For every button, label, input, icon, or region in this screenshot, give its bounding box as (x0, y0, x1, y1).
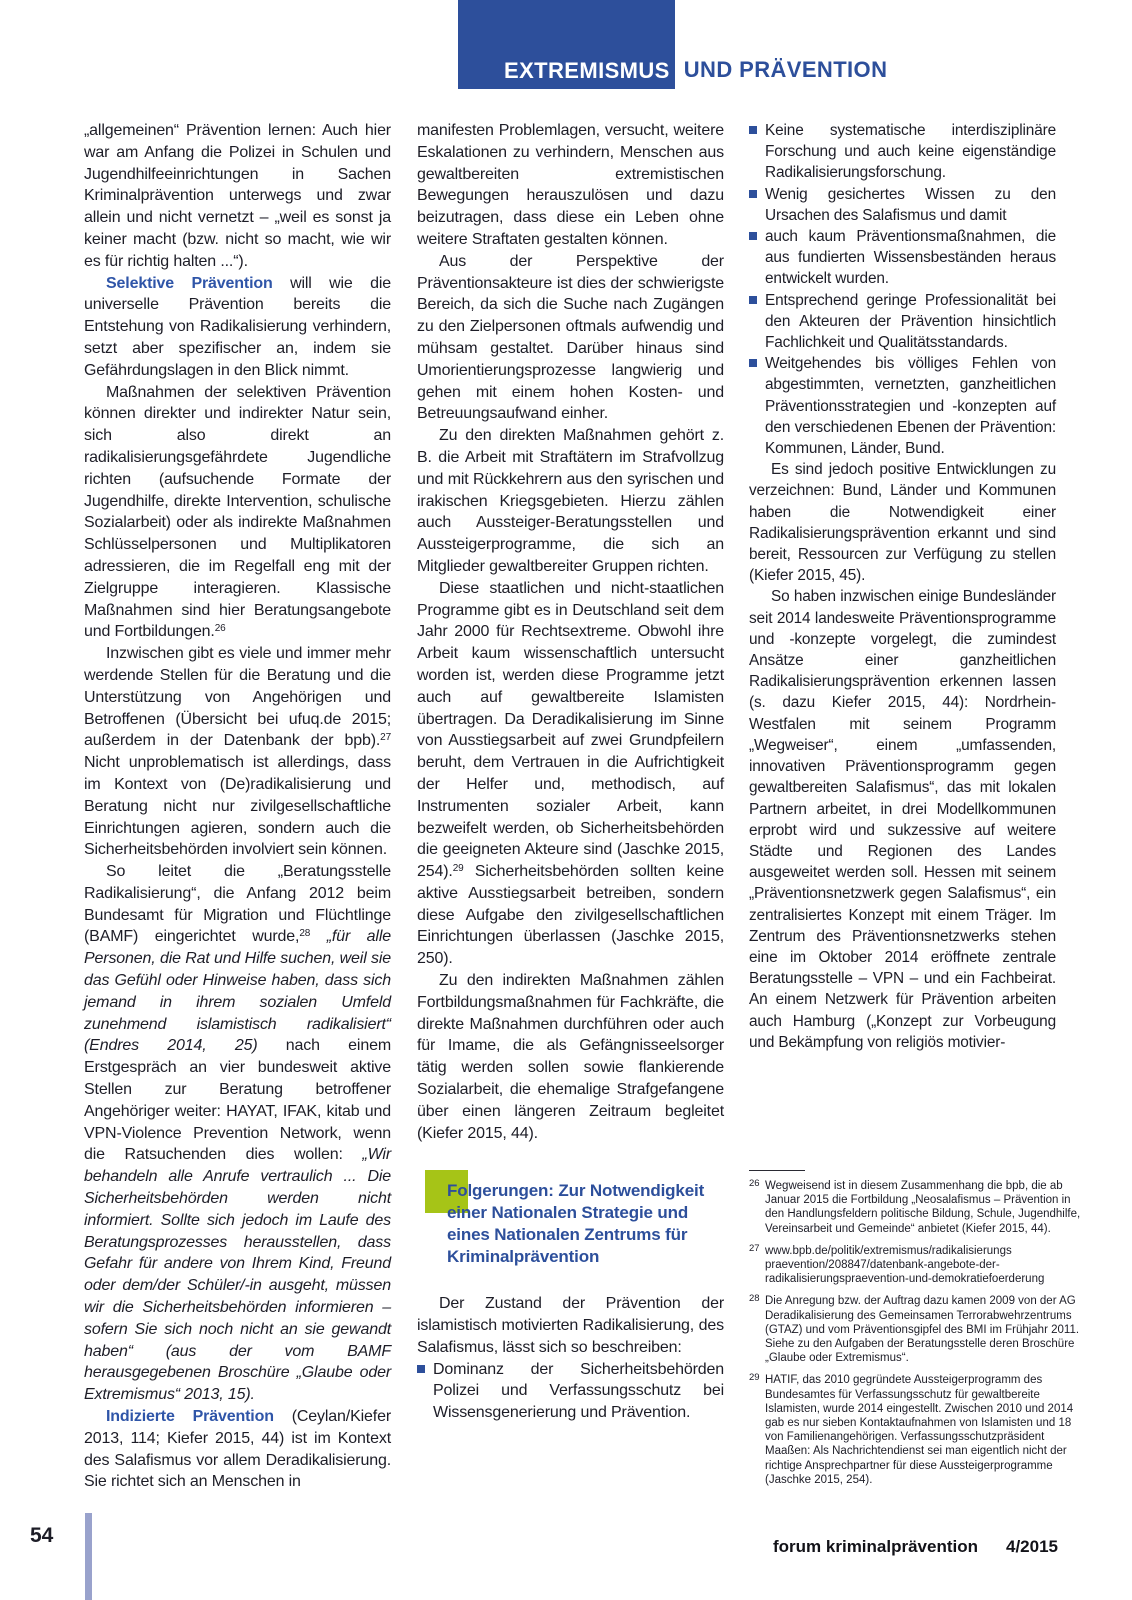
column-2 (417, 120, 724, 1424)
body-text: manifesten Problemlagen, versucht, weitere Eskalationen zu verhindern, Menschen aus gewaltbereiten extremistischen Bewegungen herauszulösen und dazu beizutragen, dass diese ein Leben ohne weitere Straftaten gestalten können. (417, 122, 724, 248)
bullet-square-icon (749, 232, 757, 240)
body-text: Nicht unproblematisch ist allerdings, dass im Kontext von (De)radikalisierung und Beratung nicht nur zivilgesellschaftliche Einrichtungen agieren, sondern auch die Sicherheitsbehörden involviert sein können. (84, 754, 391, 859)
column-3 (749, 120, 1056, 1053)
body-text: nach einem Erstgespräch an vier bundesweit aktive Stellen zur Beratung betroffener Angehöriger weiter: HAYAT, IFAK, kitab und VPN-Violence Prevention Network, wenn die Ratsuchenden dies wollen: (84, 1037, 392, 1164)
paragraph (417, 970, 724, 1144)
footnote-26 (749, 1179, 1087, 1236)
body-text: Maßnahmen der selektiven Prävention können direkter und indirekter Natur sein, sich also direkt an radikalisierungsgefährdete Jugendliche richten (aufsuchende Formate der Jugendhilfe, direkte Intervention, schulische Sozialarbeit) oder als indirekte Maßnahmen Schlüsselpersonen und Multiplikatoren adressieren, die im Regelfall eng mit der Zielgruppe interagieren. Klassische Maßnahmen sind hier Beratungsangebote und Fortbildungen. (84, 383, 391, 641)
bullet-item (417, 1359, 724, 1424)
body-text: Sicherheitsbehörden sollten keine aktive Ausstiegsarbeit betreiben, sondern diese Aufgabe den zivilgesellschaftlichen Einrichtungen überlassen (Jaschke 2015, 250). (417, 863, 724, 968)
footnote-ref-29: 29 (452, 863, 464, 875)
header-title-rest-wrap (675, 59, 888, 89)
footnote-number: 28 (749, 1293, 760, 1305)
bullet-text: Keine systematische interdisziplinäre Forschung und auch keine eigenständige Radikalisierungsforschung. (765, 122, 1056, 182)
body-text: Zu den direkten Maßnahmen gehört z. B. die Arbeit mit Straftätern im Strafvollzug und mit Rückkehrern aus den syrischen und irakischen Kriegsgebieten. Hierzu zählen auch Aussteiger-Beratungsstellen und Aussteigerprogramme, die sich an Mitglieder gewaltbereiter Gruppen richten. (417, 427, 724, 575)
footnote-29 (749, 1373, 1087, 1487)
paragraph-continuation (417, 120, 724, 251)
bullet-text: Weitgehendes bis völliges Fehlen von abgestimmten, vernetzten, ganzheitlichen Präventionsstrategien und -konzepten auf den verschiedenen Ebenen der Prävention: Kommunen, Länder, Bund. (765, 355, 1056, 458)
paragraph (417, 578, 724, 970)
paragraph (84, 273, 391, 382)
quote-italic: „für alle Personen, die Rat und Hilfe suchen, weil sie das Gefühl oder Hinweise haben, dass sich jemand in ihrem sozialen Umfeld zunehmend islamistisch radikalisiert“ (Endres 2014, 25) (84, 928, 391, 1055)
body-text: (Ceylan/Kiefer 2013, 114; Kiefer 2015, 44) ist im Kontext des Salafismus vor allem Deradikalisierung. Sie richtet sich an Menschen in (84, 1408, 392, 1491)
paragraph (84, 382, 391, 644)
bullet-item (749, 353, 1056, 459)
footnote-28 (749, 1294, 1087, 1365)
footer-accent-bar (85, 1513, 92, 1600)
paragraph (84, 1406, 391, 1493)
body-text: Zu den indirekten Maßnahmen zählen Fortbildungsmaßnahmen für Fachkräfte, die direkte Maßnahmen durchführen oder auch für Imame, die als Gefängnisseelsorger tätig werden sollen sowie flankierende Sozialarbeit, die ehemalige Strafgefangene über einen längeren Zeitraum begleitet (Kiefer 2015, 44). (417, 972, 724, 1142)
body-text: So haben inzwischen einige Bundesländer seit 2014 landesweite Präventionsprogramme und -konzepte vorgelegt, die zumindest Ansätze einer ganzheitlichen Radikalisierungsprävention erkennen lassen (s. dazu Kiefer 2015, 44): Nordrhein-Westfalen mit seinem Programm „Wegweiser“, einem „umfassenden, innovativen Präventionsprogramm gegen gewaltbereiten Salafismus“, das mit lokalen Partnern arbeitet, in drei Modellkommunen erprobt wird und sukzessive auf weitere Städte und Regionen des Landes ausgeweitet werden soll. Hessen mit seinem „Präventionsnetzwerk gegen Salafismus“, ein zentralisiertes Konzept mit einem Träger. Im Zentrum des Präventionsnetzwerks stehen eine im Oktober 2014 eröffnete zentrale Beratungsstelle – VPN – und ein Fachbeirat. An einem Netzwerk für Prävention arbeiten auch Hamburg („Konzept zur Vorbeugung und Bekämpfung von religiös motivier- (749, 588, 1056, 1051)
header-title-highlight: EXTREMISMUS (504, 58, 670, 83)
footnotes (749, 1170, 1087, 1495)
header-highlight-box (458, 0, 675, 89)
bullet-square-icon (749, 126, 757, 134)
paragraph (84, 861, 391, 1406)
bullet-square-icon (749, 359, 757, 367)
bullet-text: auch kaum Präventionsmaßnahmen, die aus fundierten Wissensbeständen heraus entwickelt wurden. (765, 228, 1056, 288)
bullet-item (749, 184, 1056, 226)
body-text: Aus der Perspektive der Präventionsakteure ist dies der schwierigste Bereich, da sich die Suche nach Zugängen zu den Zielpersonen oftmals aufwendig und mühsam gestaltet. Darüber hinaus sind Umorientierungsprozesse langwierig und gehen mit einem hohen Kosten- und Betreuungsaufwand einher. (417, 252, 724, 423)
footnote-divider (749, 1170, 805, 1171)
header-title-rest: UND PRÄVENTION (683, 57, 888, 82)
issue-number: 4/2015 (1006, 1537, 1058, 1556)
bullet-square-icon (749, 296, 757, 304)
footnote-ref-28: 28 (299, 928, 311, 940)
body-text: Es sind jedoch positive Entwicklungen zu verzeichnen: Bund, Länder und Kommunen haben die Notwendigkeit einer Radikalisierungsprävention erkannt und sind bereit, Ressourcen zur Verfügung zu stellen (Kiefer 2015, 45). (749, 461, 1056, 585)
bullet-item (749, 120, 1056, 184)
body-text: So leitet die „Beratungsstelle Radikalisierung“, die Anfang 2012 beim Bundesamt für Migration und Flüchtlinge (BAMF) eingerichtet wurde, (84, 863, 391, 946)
footnote-number: 27 (749, 1242, 760, 1254)
bullet-text: Dominanz der Sicherheitsbehörden Polizei und Verfassungsschutz bei Wissensgenerierung und Prävention. (433, 1360, 724, 1422)
paragraph (417, 425, 724, 578)
footnote-ref-27: 27 (380, 732, 391, 744)
footnote-text: HATIF, das 2010 gegründete Aussteigerprogramm des Bundesamtes für Verfassungsschutz für gewaltbereite Islamisten, wurde 2014 eingestellt. Zwischen 2010 und 2014 gab es nur sieben Kontaktaufnahmen von Islamisten und 18 von Familienangehörigen. Verfassungsschutzpräsident Maaßen: Als Nachrichtendienst sei man eigentlich nicht der richtige Ansprechpartner für diese Aussteigerprogramme (Jaschke 2015, 254). (765, 1374, 1074, 1486)
journal-title: forum kriminalprävention (773, 1537, 978, 1556)
bullet-square-icon (749, 190, 757, 198)
body-text: Diese staatlichen und nicht-staatlichen Programme gibt es in Deutschland seit dem Jahr 2000 für Rechtsextreme. Obwohl ihre Arbeit kaum wissenschaftlich untersucht worden ist, werden diese Programme jetzt auch auf gewaltbereite Islamisten übertragen. Da Deradikalisierung im Sinne von Ausstiegsarbeit auf zwei Grundpfeilern beruht, dem Vertrauen in die Aufrichtigkeit der Helfer und, methodisch, auf Instrumenten sozialer Arbeit, kann bezweifelt werden, ob Sicherheitsbehörden die geeigneten Akteure sind (Jaschke 2015, 254). (417, 579, 724, 881)
section-heading: Folgerungen: Zur Notwendigkeit einer Nationalen Strategie und eines Nationalen Zentrums für Kriminalprävention (447, 1181, 705, 1266)
bullet-square-icon (417, 1365, 425, 1373)
paragraph-continuation (84, 120, 391, 273)
footnote-number: 29 (749, 1372, 760, 1384)
paragraph (417, 1293, 724, 1358)
page-number: 54 (30, 1524, 54, 1547)
footnote-number: 26 (749, 1178, 760, 1189)
body-text: Inzwischen gibt es viele und immer mehr werdende Stellen für die Beratung und die Unterstützung von Angehörigen und Betroffenen (Übersicht bei ufuq.de 2015; außerdem in der Datenbank der bpb). (84, 645, 391, 750)
body-text: „allgemeinen“ Prävention lernen: Auch hier war am Anfang die Polizei in Schulen und Jugendhilfeeinrichtungen in Sachen Kriminalprävention unterwegs und zwar allein und nicht vernetzt – „weil es sonst ja keiner macht (bzw. nicht so macht, wie wir es für richtig halten ...“). (84, 122, 391, 270)
keyword-selektive-praevention: Selektive Prävention (106, 274, 273, 292)
bullet-item (749, 290, 1056, 354)
paragraph (417, 251, 724, 425)
bullet-text: Entsprechend geringe Professionalität bei den Akteuren der Prävention hinsichtlich Fachlichkeit und Qualitätsstandards. (765, 291, 1056, 352)
footnote-text: Die Anregung bzw. der Auftrag dazu kamen 2009 von der AG Deradikalisierung des Gemeinsamen Terrorabwehrzentrums (GTAZ) und vom Präventionsgipfel des BMI im Frühjahr 2011. Siehe zu den Aufgaben der Beratungsstelle deren Broschüre „Glaube oder Extremismus“. (765, 1295, 1080, 1365)
footer-journal-info (773, 1537, 1058, 1557)
footnote-text: Wegweisend ist in diesem Zusammenhang die bpb, die ab Januar 2015 die Fortbildung „Neosalafismus – Prävention in den Handlungsfeldern politische Bildung, Schule, Jugendhilfe, Vereinsarbeit und Gemeinde“ anbietet (Kiefer 2015, 44). (765, 1180, 1081, 1235)
section-heading-block (417, 1180, 724, 1267)
paragraph (749, 586, 1056, 1052)
keyword-indizierte-praevention: Indizierte Prävention (106, 1408, 274, 1426)
footnote-27 (749, 1244, 1087, 1287)
body-text: Der Zustand der Prävention der islamistisch motivierten Radikalisierung, des Salafismus, lässt sich so beschreiben: (417, 1295, 724, 1356)
quote-italic: „Wir behandeln alle Anrufe vertraulich ... Die Sicherheitsbehörden werden nicht informiert. Sollte sich jedoch im Laufe des Beratungsprozesses herausstellen, dass Gefahr für andere von Ihrem Kind, Freund oder dem/der Schüler/-in ausgeht, müssen wir die Sicherheitsbehörden informieren – sofern Sie sich noch nicht an sie gewandt haben“ (aus der vom BAMF herausgegebenen Broschüre „Glaube oder Extremismus“ 2013, 15). (84, 1146, 391, 1404)
column-1 (84, 120, 391, 1493)
paragraph (84, 643, 391, 861)
footnote-ref-26: 26 (214, 623, 226, 635)
bullet-text: Wenig gesichertes Wissen zu den Ursachen des Salafismus und damit (765, 185, 1056, 224)
bullet-item (749, 226, 1056, 290)
footnote-text: www.bpb.de/politik/extremismus/radikalisierungs praevention/208847/datenbank-angebote-der- radikalisierungspraevention-und-demokratiefoerderung (765, 1244, 1045, 1286)
body-text: will wie die universelle Prävention bereits die Entstehung von Radikalisierung verhindern, setzt aber spezifischer an, indem sie Gefährdungslagen in den Blick nimmt. (84, 274, 391, 379)
page-header (458, 0, 887, 89)
paragraph (749, 459, 1056, 586)
